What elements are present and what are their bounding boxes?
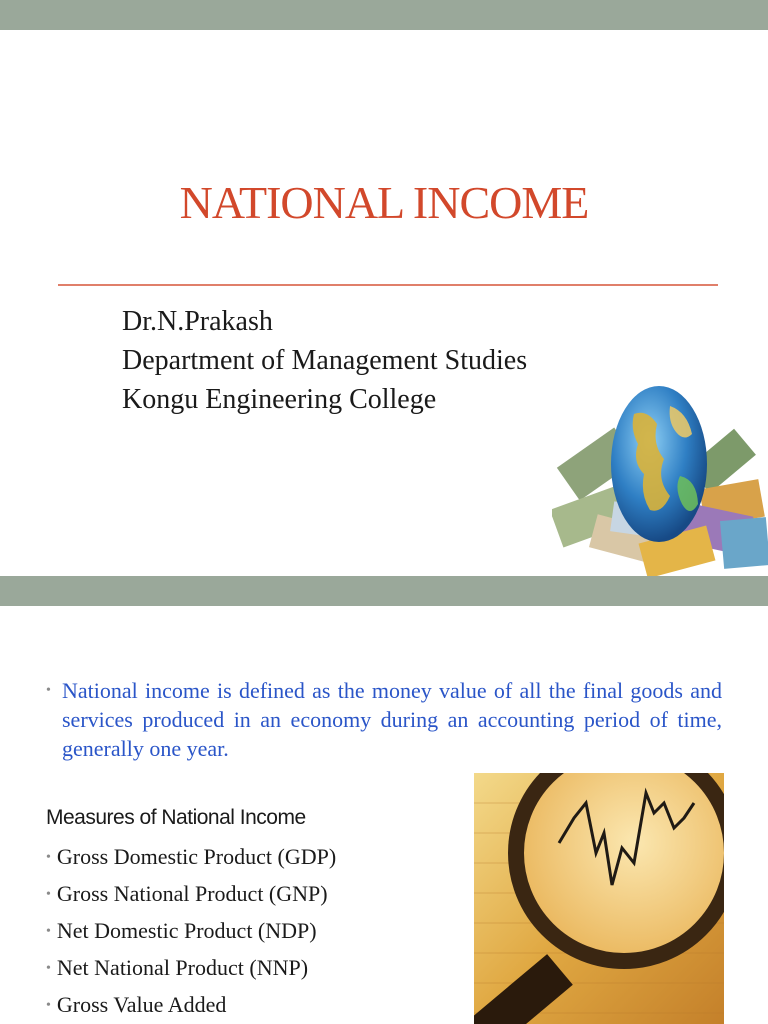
bullet-icon: • bbox=[46, 961, 51, 976]
list-item: • Gross Domestic Product (GDP) bbox=[46, 844, 337, 869]
definition-text: National income is defined as the money value of all the final goods and services produced in an economy during an accounting period of time, generally one year. bbox=[62, 678, 722, 761]
globe-money-image bbox=[552, 384, 768, 576]
title-divider bbox=[58, 284, 718, 286]
bullet-icon: • bbox=[46, 887, 51, 902]
bullet-icon: • bbox=[46, 924, 51, 939]
author-name: Dr.N.Prakash bbox=[122, 306, 273, 337]
measures-list bbox=[46, 842, 336, 1024]
magnifier-stock-chart-image bbox=[474, 773, 724, 1024]
list-item: • Gross Value Added bbox=[46, 992, 227, 1017]
magnifier-lens bbox=[516, 773, 724, 961]
list-item: • Gross National Product (GNP) bbox=[46, 881, 328, 906]
author-college: Kongu Engineering College bbox=[122, 384, 437, 415]
top-band bbox=[0, 0, 768, 30]
author-department: Department of Management Studies bbox=[122, 345, 528, 376]
author-block bbox=[122, 302, 527, 419]
slide-separator-band bbox=[0, 576, 768, 606]
measures-heading: Measures of National Income bbox=[46, 806, 306, 829]
bullet-icon: • bbox=[46, 850, 51, 865]
list-item: • Net National Product (NNP) bbox=[46, 955, 309, 980]
bullet-icon: • bbox=[46, 998, 51, 1013]
list-item: • Net Domestic Product (NDP) bbox=[46, 918, 317, 943]
slide-title: NATIONAL INCOME bbox=[179, 177, 589, 228]
definition-paragraph bbox=[46, 676, 722, 763]
bullet-icon: • bbox=[46, 683, 51, 698]
